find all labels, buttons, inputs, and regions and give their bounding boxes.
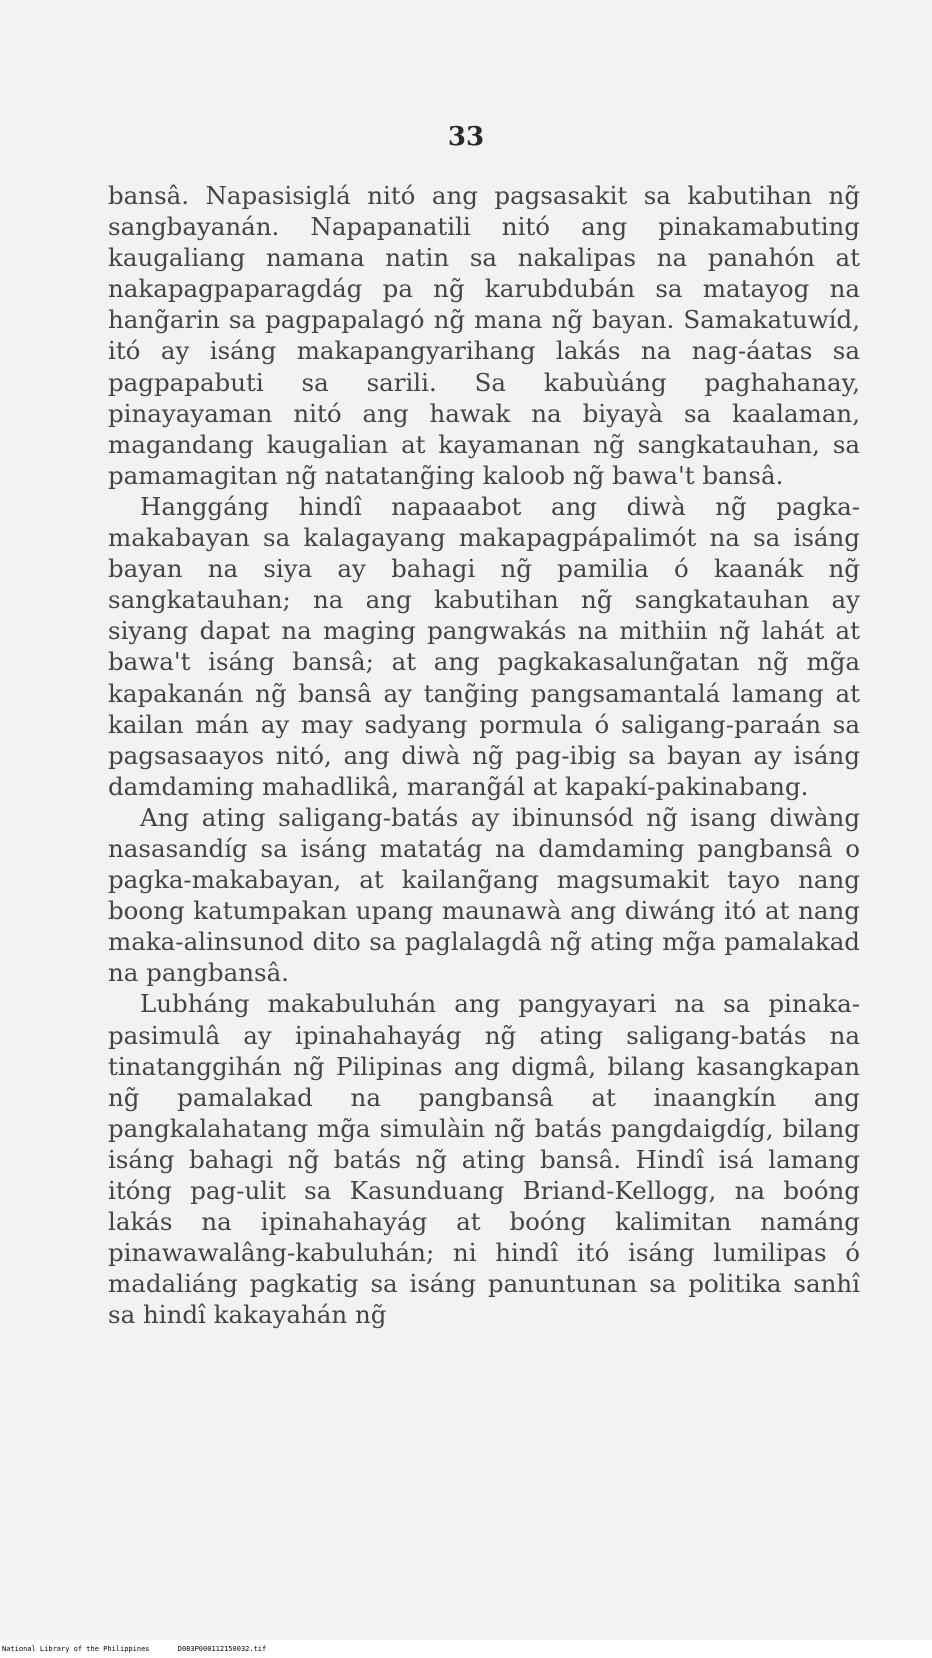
scan-footer [0, 1640, 932, 1658]
paragraph: Lubháng makabuluhán ang pangyayari na sa pinaka-pasimulâ ay ipinahahayág ng̃ ating saligang-batás na tinatanggihán ng̃ Pilipinas ang digmâ, bilang kasangkapan ng̃ pamalakad na pangbansâ at inaangkín ang pangkalahatang mg̃a simulàin ng̃ batás pangdaigdíg, bilang isáng bahagi ng̃ batás ng̃ ating bansâ. Hindî isá lamang itóng pag-ulit sa Kasunduang Briand-Kellogg, na boóng lakás na ipinahahayág at boóng kalimitan namáng pinawawalâng-kabuluhán; ni hindî itó isáng lumilipas ó madaliáng pagkatig sa isáng panuntunan sa politika sanhî sa hindî kakayahán ng̃ [108, 989, 860, 1330]
paragraph: Hanggáng hindî napaaabot ang diwà ng̃ pagka-makabayan sa kalagayang makapagpápalimót na sa isáng bayan na siya ay bahagi ng̃ pamilia ó kaanák ng̃ sangkatauhan; na ang kabutihan ng̃ sangkatauhan ay siyang dapat na maging pangwakás na mithiin ng̃ lahát at bawa't isáng bansâ; at ang pagkakasalung̃atan ng̃ mg̃a kapakanán ng̃ bansâ ay tang̃ing pangsamantalá lamang at kailan mán ay may sadyang pormula ó saligang-paraán sa pagsasaayos nitó, ang diwà ng̃ pag-ibig sa bayan ay isáng damdaming mahadlikâ, marang̃ál at kapakí-pakinabang. [108, 491, 860, 801]
paragraph: Ang ating saligang-batás ay ibinunsód ng̃ isang diwàng nasasandíg sa isáng matatág na damdaming pangbansâ o pagka-makabayan, at kailang̃ang magsumakit tayo nang boong katumpakan upang maunawà ang diwáng itó at nang maka-alinsunod dito sa paglalagdâ ng̃ ating mg̃a pamalakad na pangbansâ. [108, 802, 860, 988]
footer-filename: D083P000112150032.tif [177, 1645, 267, 1653]
paragraph: bansâ. Napasisiglá nitó ang pagsasakit sa kabutihan ng̃ sangbayanán. Napapanatili nitó ang pinakamabuting kaugaliang namana natin sa nakalipas na panahón at nakapagpaparagdág pa ng̃ karubdubán sa matayog na hang̃arin sa pagpapalagó ng̃ mana ng̃ bayan. Samakatuwíd, itó ay isáng makapangyarihang lakás na nag-áatas sa pagpapabuti sa sarili. Sa kabuùáng paghahanay, pinayayaman nitó ang hawak na biyayà sa kaalaman, magandang kaugalian at kayamanan ng̃ sangkatauhan, sa pamamagitan ng̃ natatang̃ing kaloob ng̃ bawa't bansâ. [108, 181, 860, 490]
footer-library: National Library of the Philippines [2, 1645, 150, 1653]
page-number: 33 [447, 122, 485, 152]
body-text [108, 180, 860, 1330]
